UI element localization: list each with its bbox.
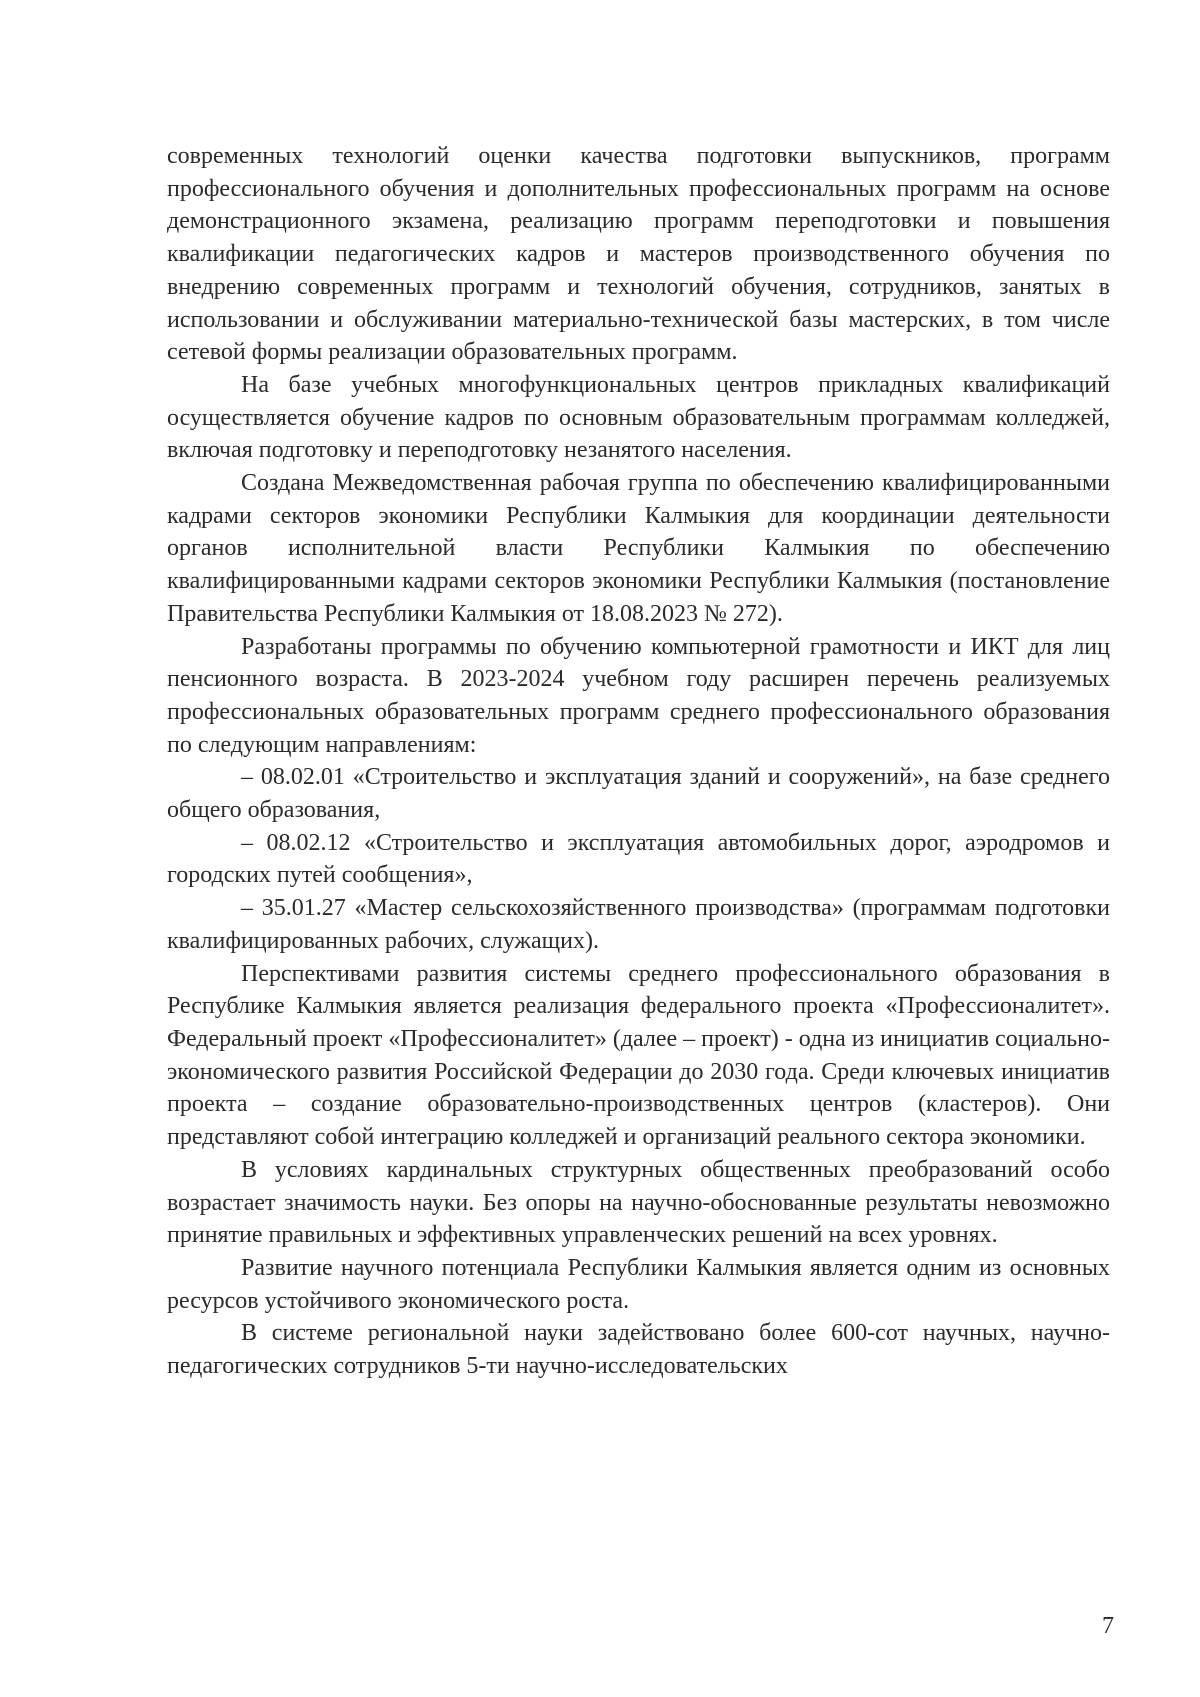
paragraph-7: Развитие научного потенциала Республики Калмыкия является одним из основных ресурсов устойчивого экономического роста. <box>167 1254 1110 1314</box>
page-number: 7 <box>1102 1613 1114 1639</box>
paragraph-1: современных технологий оценки качества подготовки выпускников, программ профессионального обучения и дополнительных профессиональных программ на основе демонстрационного экзамена, реализацию программ переподготовки и повышения квалификации педагогических кадров и мастеров производственного обучения по внедрению современных программ и технологий обучения, сотрудников, занятых в использовании и обслуживании материально-технической базы мастерских, в том числе сетевой формы реализации образовательных программ. <box>167 143 1110 366</box>
body-text <box>167 140 1110 1383</box>
list-item-2: – 08.02.12 «Строительство и эксплуатация автомобильных дорог, аэродромов и городских путей сообщения», <box>167 829 1110 889</box>
paragraph-6: В условиях кардинальных структурных общественных преобразований особо возрастает значимость науки. Без опоры на научно-обоснованные результаты невозможно принятие правильных и эффективных управленческих решений на всех уровнях. <box>167 1156 1110 1249</box>
list-item-3: – 35.01.27 «Мастер сельскохозяйственного производства» (программам подготовки квалифицированных рабочих, служащих). <box>167 895 1110 954</box>
paragraph-4: Разработаны программы по обучению компьютерной грамотности и ИКТ для лиц пенсионного возраста. В 2023-2024 учебном году расширен перечень реализуемых профессиональных образовательных программ среднего профессионального образования по следующим направлениям: <box>167 633 1110 758</box>
paragraph-2: На базе учебных многофункциональных центров прикладных квалификаций осуществляется обучение кадров по основным образовательным программам колледжей, включая подготовку и переподготовку незанятого населения. <box>167 371 1110 464</box>
paragraph-3: Создана Межведомственная рабочая группа по обеспечению квалифицированными кадрами секторов экономики Республики Калмыкия для координации деятельности органов исполнительной власти Республики Калмыкия по обеспечению квалифицированными кадрами секторов экономики Республики Калмыкия (постановление Правительства Республики Калмыкия от 18.08.2023 № 272). <box>167 470 1110 627</box>
paragraph-5: Перспективами развития системы среднего профессионального образования в Республике Калмыкия является реализация федерального проекта «Профессионалитет». Федеральный проект «Профессионалитет» (далее – проект) - одна из инициатив социально-экономического развития Российской Федерации до 2030 года. Среди ключевых инициатив проекта – создание образовательно-производственных центров (кластеров). Они представляют собой интеграцию колледжей и организаций реального сектора экономики. <box>167 960 1110 1151</box>
paragraph-8: В системе региональной науки задействовано более 600-сот научных, научно-педагогических сотрудников 5-ти научно-исследовательских <box>167 1320 1110 1380</box>
list-item-1: – 08.02.01 «Строительство и эксплуатация зданий и сооружений», на базе среднего общего образования, <box>167 764 1110 824</box>
